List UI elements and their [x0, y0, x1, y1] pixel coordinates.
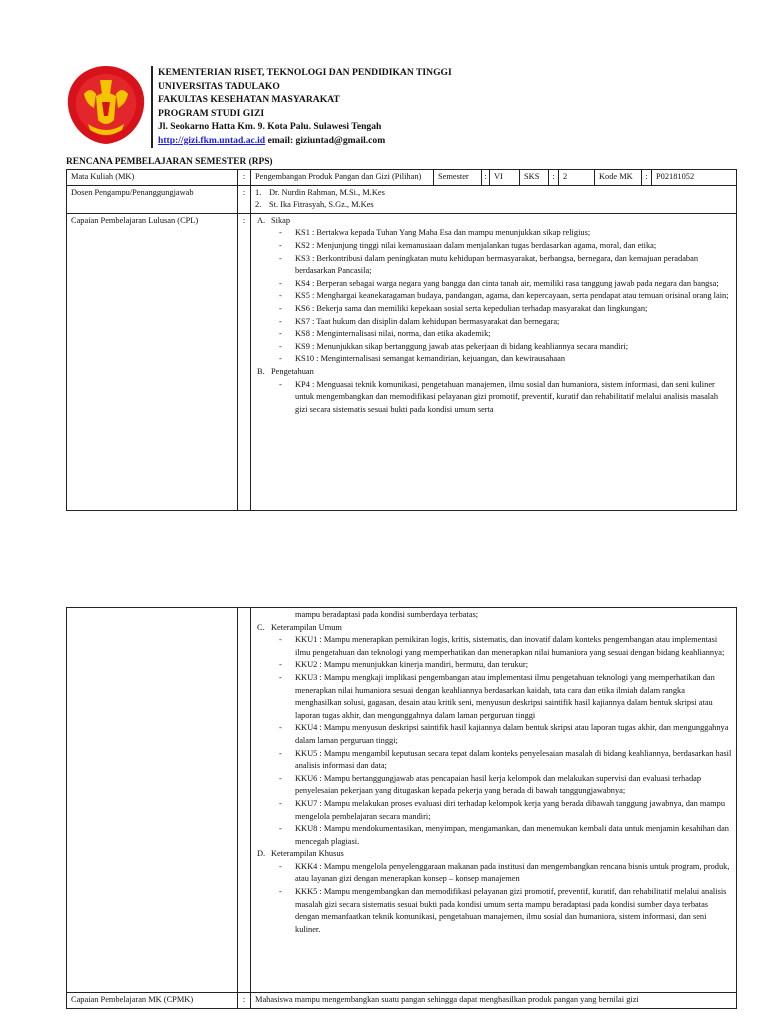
label-kode-mk: Kode MK [595, 170, 642, 186]
section-pengetahuan: B. Pengetahuan [257, 366, 314, 376]
value-dosen [251, 185, 737, 213]
list-item: - KKK4 : Mampu mengelola penyelenggaraan makanan pada institusi dan mengembangkan rencana bisnis untuk program, produk, atau layanan gizi dengan menerapkan konsep – konsep manajemen [279, 861, 730, 884]
list-item: - KKU3 : Mampu mengkaji implikasi pengembangan atau implementasi ilmu pengetahuan teknologi yang memperhatikan dan menerapkan nilai humaniora sesuai dengan keahliannya berdasarkan kaidah, tata cara dan etika ilmiah dalam rangka menghasilkan solusi, gagasan, desain atau kritik seni, menyusun deskripsi saintifik hasil kajiannya dalam bentuk skripsi atau laporan tugas akhir, dan mengunggahnya dalam laman perguruan tinggi [279, 672, 715, 720]
value-sks: 2 [559, 170, 595, 186]
value-semester: VI [490, 170, 520, 186]
list-item: - KKU1 : Mampu menerapkan pemikiran logis, kritis, sistematis, dan inovatif dalam konteks pengembangan atau implementasi ilmu pengetahuan dan teknologi yang memperhatikan dan menerapkan nilai humaniora yang sesuai dengan bidang keahliannya; [279, 635, 725, 657]
label-sks: SKS [520, 170, 549, 186]
colon: : [238, 185, 251, 213]
list-item: - KS1 : Bertakwa kepada Tuhan Yang Maha Esa dan mampu menunjukkan sikap religius; [279, 228, 591, 238]
list-item: - KKU2 : Mampu menunjukkan kinerja mandiri, bermutu, dan terukur; [279, 660, 529, 670]
list-item: - KKU8 : Mampu mendokumentasikan, menyimpan, mengamankan, dan menemukan kembali data untuk menjamin kesahihan dan mencegah plagiasi. [279, 824, 729, 846]
university-logo-icon [66, 64, 146, 146]
value-cpl [251, 213, 737, 510]
list-item: - KKU6 : Mampu bertanggungjawab atas pencapaian hasil kerja kelompok dan melakukan supervisi dan evaluasi terhadap penyelesaian pekerjaan yang ditugaskan kepada pekerja yang berada di bawah tanggungjawabnya; [279, 773, 702, 796]
row-cpl [67, 213, 737, 510]
label-dosen: Dosen Pengampu/Penanggungjawab [67, 185, 238, 213]
row-cpl-continued [67, 608, 737, 993]
dosen-item: 1. Dr. Nurdin Rahman, M.Si., M.Kes [255, 187, 385, 197]
section-keterampilan-umum: C. Keterampilan Umum [257, 622, 342, 632]
header-divider [151, 66, 153, 148]
colon: : [238, 213, 251, 510]
colon: : [238, 170, 251, 186]
colon: : [642, 170, 652, 186]
colon: : [549, 170, 559, 186]
email-address[interactable]: giziuntad@gmail.com [295, 134, 386, 146]
list-item: - KS8 : Menginternalisasi nilai, norma, dan etika akademik; [279, 329, 491, 339]
rps-table-upper [66, 169, 737, 511]
document-title: RENCANA PEMBELAJARAN SEMESTER (RPS) [66, 157, 273, 167]
institution-block [158, 66, 452, 148]
colon: : [238, 993, 251, 1009]
email-label: email: [267, 134, 294, 146]
label-semester: Semester [434, 170, 482, 186]
list-item: - KP4 : Menguasai teknik komunikasi, pengetahuan manajemen, ilmu sosial dan humaniora, sistem informasi, dan seni kuliner untuk mengembangkan dan memodifikasi pelayanan gizi promotif, preventif, kuratif dan rehabilitatif melalui analisis masalah gizi secara sistematis sesuai bukti pada kondisi umum serta [279, 379, 719, 414]
list-item: - KS7 : Taat hukum dan disiplin dalam kehidupan bermasyarakat dan bernegara; [279, 316, 560, 326]
value-mata-kuliah: Pengembangan Produk Pangan dan Gizi (Pilihan) [251, 170, 434, 186]
section-keterampilan-khusus: D. Keterampilan Khusus [257, 849, 344, 859]
address: Jl. Seokarno Hatta Km. 9. Kota Palu. Sulawesi Tengah [158, 121, 382, 133]
colon: : [482, 170, 490, 186]
label-cpl-empty [67, 608, 238, 993]
label-cpl: Capaian Pembelajaran Lulusan (CPL) [67, 213, 238, 510]
university-name: UNIVERSITAS TADULAKO [158, 80, 280, 92]
value-cpl-continued [251, 608, 737, 993]
dosen-item: 2. St. Ika Fitrasyah, S.Gz., M.Kes [255, 200, 374, 210]
list-item: - KS5 : Menghargai keanekaragaman budaya, pandangan, agama, dan kepercayaan, serta pendapat atau temuan orisinal orang lain; [279, 291, 729, 301]
faculty-name: FAKULTAS KESEHATAN MASYARAKAT [158, 94, 340, 106]
label-cpmk: Capaian Pembelajaran MK (CPMK) [67, 993, 238, 1009]
list-item: - KS4 : Berperan sebagai warga negara yang bangga dan cinta tanah air, memiliki rasa tanggung jawab pada negara dan bangsa; [279, 278, 719, 288]
row-mata-kuliah [67, 170, 737, 186]
section-sikap: A. Sikap [257, 215, 291, 225]
list-item: - KS9 : Menunjukkan sikap bertanggung jawab atas pekerjaan di bidang keahliannya secara mandiri; [279, 341, 629, 351]
value-cpmk: Mahasiswa mampu mengembangkan suatu pangan sehingga dapat menghasilkan produk pangan yang bernilai gizi [251, 993, 737, 1009]
contact-line [158, 134, 452, 148]
list-item: - KKU7 : Mampu melakukan proses evaluasi diri terhadap kelompok kerja yang berada dibawah tanggung jawabnya, dan mampu mengelola pembelajaran secara mandiri; [279, 798, 726, 821]
row-dosen [67, 185, 737, 213]
value-kode-mk: P02181052 [652, 170, 737, 186]
row-cpmk [67, 993, 737, 1009]
colon-empty [238, 608, 251, 993]
list-item: - KS3 : Berkontribusi dalam peningkatan mutu kehidupan bermasyarakat, berbangsa, bernegara, dan kemajuan peradaban berdasarkan Pancasila; [279, 253, 699, 276]
kp4-continued: mampu beradaptasi pada kondisi sumberdaya terbatas; [295, 610, 479, 619]
list-item: - KS6 : Bekerja sama dan memiliki kepekaan sosial serta kepedulian terhadap masyarakat dan lingkungan; [279, 303, 648, 313]
website-link[interactable]: http://gizi.fkm.untad.ac.id [158, 134, 266, 146]
list-item: - KS10 : Menginternalisasi semangat kemandirian, kejuangan, dan kewirausahaan [279, 354, 566, 364]
label-mata-kuliah: Mata Kuliah (MK) [67, 170, 238, 186]
rps-table-lower [66, 607, 737, 1009]
list-item: - KS2 : Menjunjung tinggi nilai kemanusiaan dalam menjalankan tugas berdasarkan agama, moral, dan etika; [279, 240, 657, 250]
ministry-name: KEMENTERIAN RISET, TEKNOLOGI DAN PENDIDIKAN TINGGI [158, 67, 452, 78]
document-header [66, 64, 736, 150]
list-item: - KKU5 : Mampu mengambil keputusan secara tepat dalam konteks penyelesaian masalah di bidang keahliannya, berdasarkan hasil analisis informasi dan data; [279, 748, 732, 771]
list-item: - KKK5 : Mampu mengembangkan dan memodifikasi pelayanan gizi promotif, preventif, kuratif, dan rehabilitatif melalui analisis masalah gizi secara sistematis sesuai bukti pada kondisi umum serta mampu beradaptasi pada kondisi sumber daya terbatas dengan memanfaatkan teknik komunikasi, pengetahuan manajemen, ilmu sosial dan humaniora, sistem informasi, dan seni kuliner. [279, 887, 727, 934]
program-name: PROGRAM STUDI GIZI [158, 107, 265, 119]
list-item: - KKU4 : Mampu menyusun deskripsi saintifik hasil kajiannya dalam bentuk skripsi atau laporan tugas akhir, dan mengunggahnya dalam laman perguruan tinggi; [279, 723, 729, 745]
